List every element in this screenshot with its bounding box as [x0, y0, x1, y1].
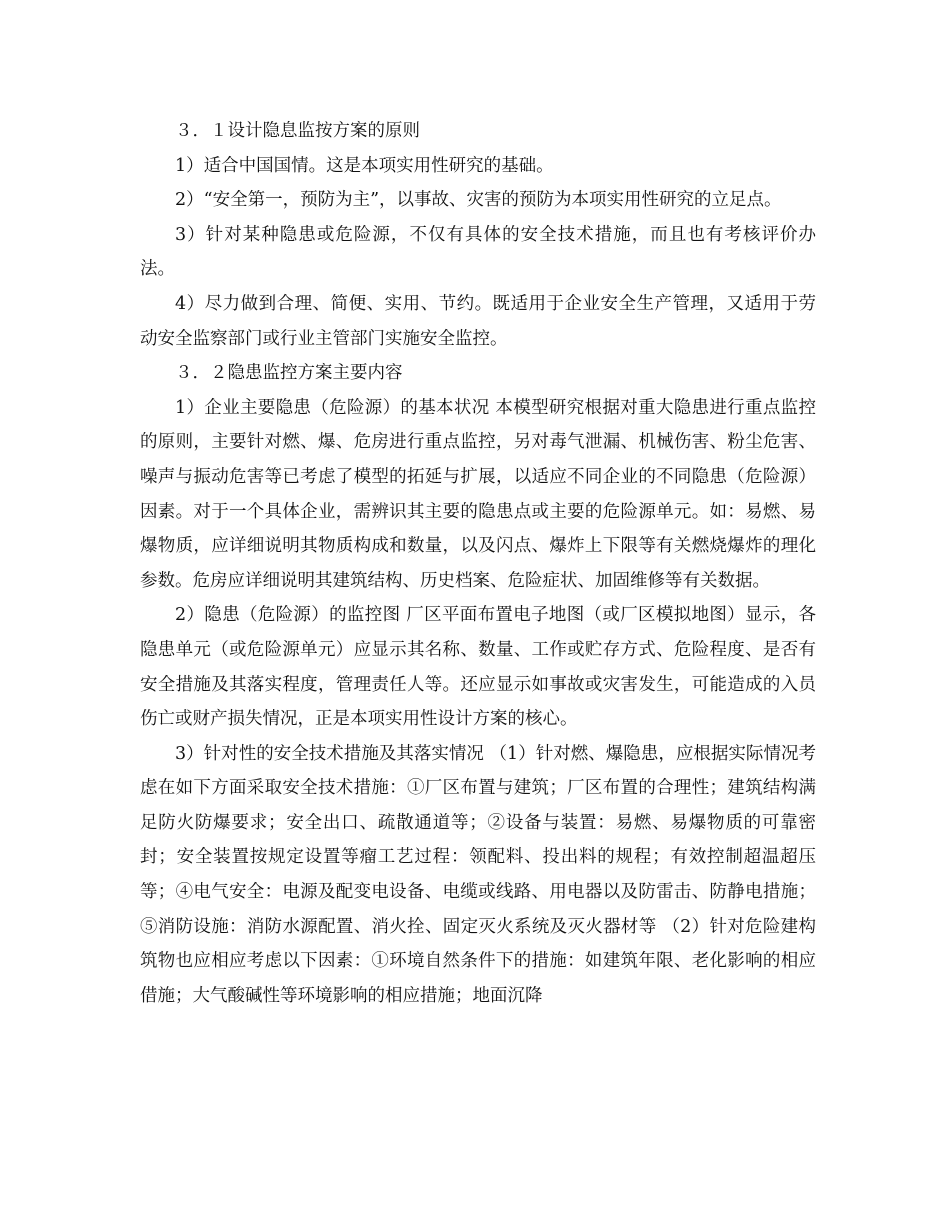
- principle-item-1: 1）适合中国国情。这是本项实用性研究的基础。: [175, 155, 554, 176]
- content-item-1: 1）企业主要隐患（危险源）的基本状况 本模型研究根据对重大隐患进行重点监控的原则，主要针对燃、爆、危房进行重点监控，另对毒气泄漏、机械伤害、粉尘危害、噪声与振动危害等已考虑了模型的拓延与扩展，以适应不同企业的不同隐患（危险源）因素。对于一个具体企业，需辨识其主要的隐患点或主要的危险源单元。如：易燃、易爆物质，应详细说明其物质构成和数量，以及闪点、爆炸上下限等有关燃烧爆炸的理化参数。危房应详细说明其建筑结构、历史档案、危险症状、加固维修等有关数据。: [140, 397, 816, 591]
- section-heading-3-2: ３．２隐患监控方案主要内容: [175, 363, 403, 384]
- section-heading-3-1: ３．１设计隐息监按方案的原则: [175, 121, 420, 141]
- principle-item-3: 3）针对某种隐患或危险源，不仅有具体的安全技术措施，而且也有考核评价办法。: [140, 224, 816, 280]
- content-item-2: 2）隐患（危险源）的监控图 厂区平面布置电子地图（或厂区模拟地图）显示，各隐患单元（或危险源单元）应显示其名称、数量、工作或贮存方式、危险程度、是否有安全措施及其落实程度，管理责任人等。还应显示如事故或灾害发生，可能造成的入员伤亡或财产损失情况，正是本项实用性设计方案的核心。: [140, 605, 816, 730]
- content-item-3: 3）针对性的安全技术措施及其落实情况 （1）针对燃、爆隐患，应根据实际情况考虑在如下方面采取安全技术措施：①厂区布置与建筑；厂区布置的合理性；建筑结构满足防火防爆要求；安全出口、疏散通道等；②设备与装置：易燃、易爆物质的可靠密封；安全装置按规定设置等瘤工艺过程：领配料、投出料的规程；有效控制超温超压等；④电气安全：电源及配变电设备、电缆或线路、用电器以及防雷击、防静电措施；⑤消防设施：消防水源配置、消火拴、固定灭火系统及灭火器材等 （2）针对危险建构筑物也应相应考虑以下因素：①环境自然条件下的措施：如建筑年限、老化影响的相应借施；大气酸碱性等环境影响的相应措施；地面沉降: [140, 743, 816, 1006]
- principle-item-4: 4）尽力做到合理、简便、实用、节约。既适用于企业安全生产管理，又适用于劳动安全监察部门或行业主管部门实施安全监控。: [140, 293, 816, 349]
- principle-item-2: 2）“安全第一，预防为主”，以事故、灾害的预防为本项实用性研究的立足点。: [175, 190, 782, 211]
- document-body: [140, 114, 816, 1013]
